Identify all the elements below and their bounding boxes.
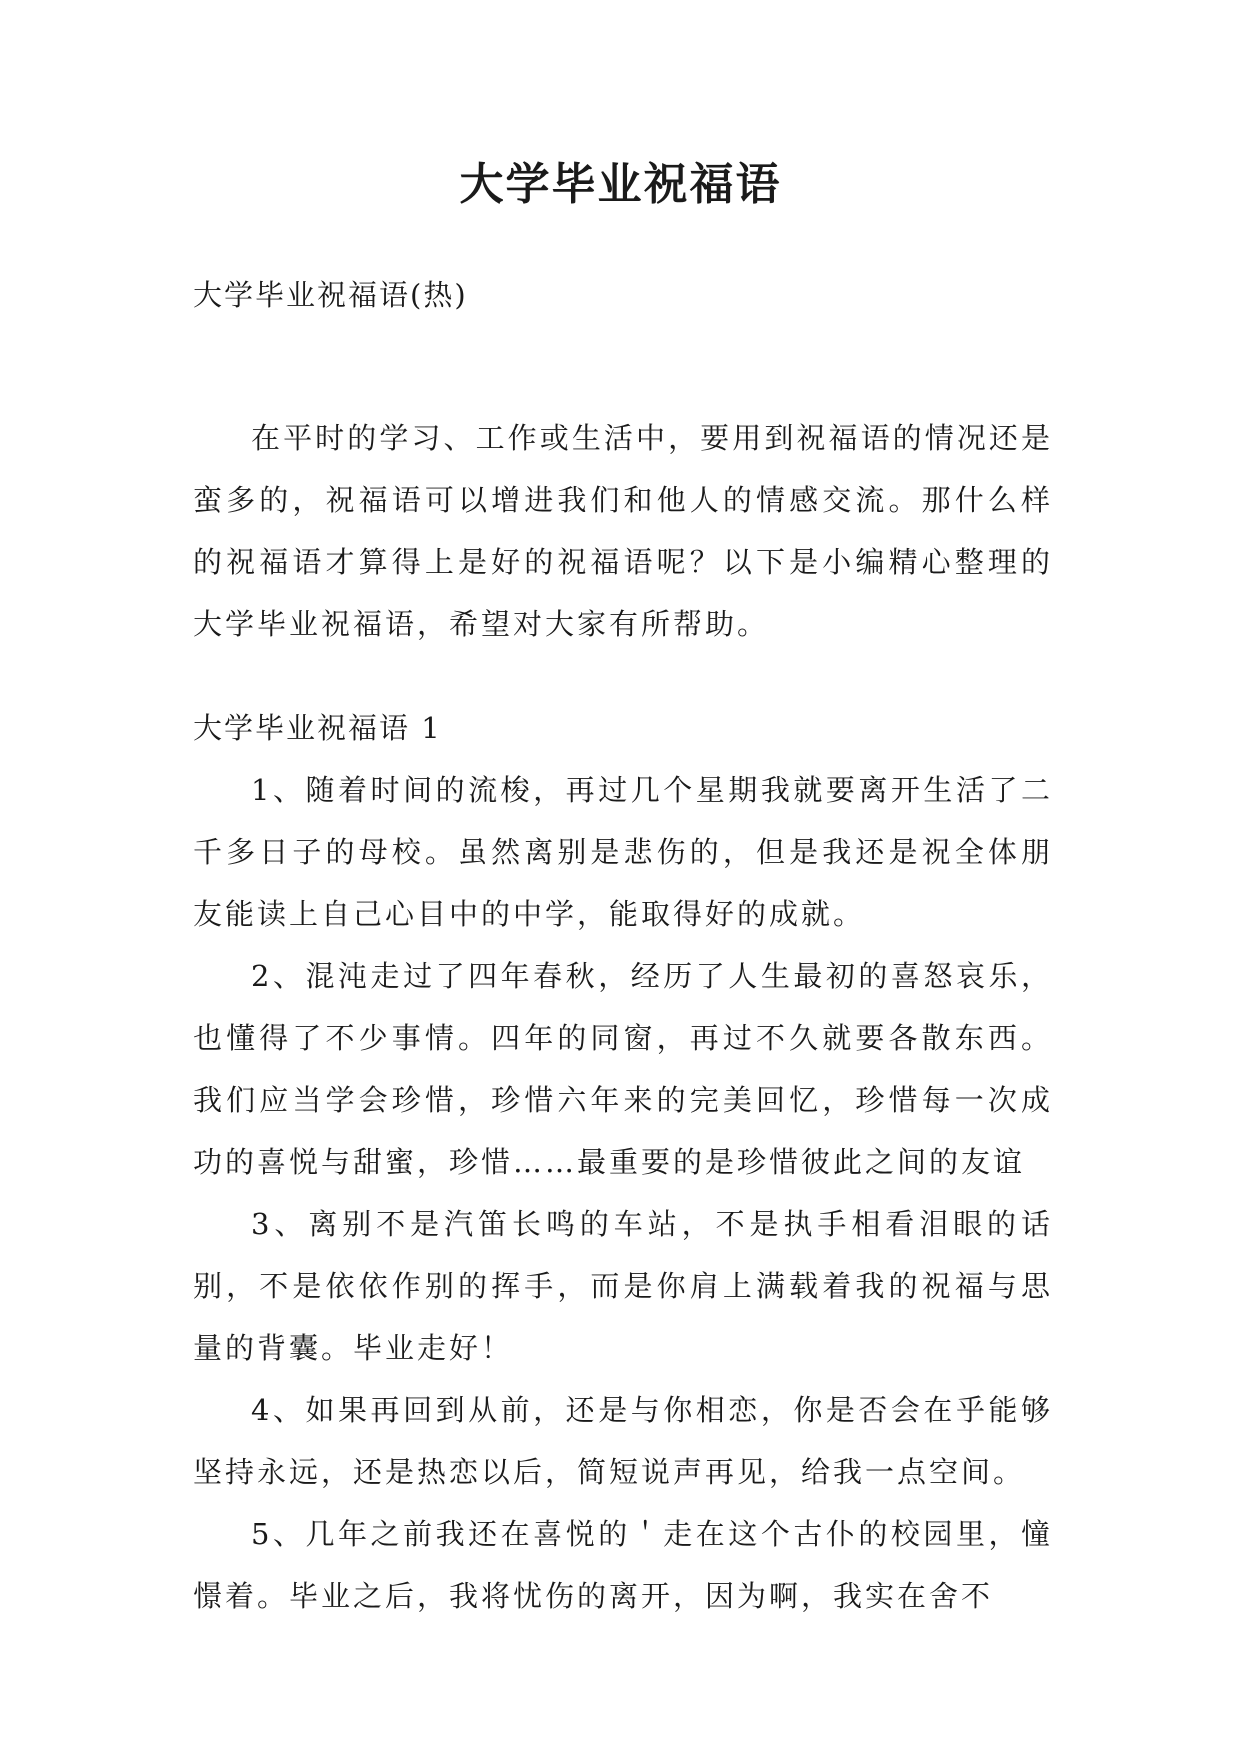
document-title: 大学毕业祝福语	[459, 159, 782, 210]
document-subtitle: 大学毕业祝福语(热)	[193, 278, 468, 312]
intro-block	[193, 407, 1053, 655]
list-item: 1、随着时间的流梭，再过几个星期我就要离开生活了二千多日子的母校。虽然离别是悲伤的，但是我还是祝全体朋友能读上自己心目中的中学，能取得好的成就。	[193, 773, 1053, 931]
list-item: 4、如果再回到从前，还是与你相恋，你是否会在乎能够坚持永远，还是热恋以后，简短说声再见，给我一点空间。	[193, 1393, 1053, 1489]
list-item: 5、几年之前我还在喜悦的＇走在这个古仆的校园里，憧憬着。毕业之后，我将忧伤的离开，因为啊，我实在舍不	[193, 1517, 1053, 1613]
section-block	[193, 697, 1053, 1627]
section-heading: 大学毕业祝福语 1	[193, 711, 442, 745]
list-item: 3、离别不是汽笛长鸣的车站，不是执手相看泪眼的话别，不是依依作别的挥手，而是你肩上满载着我的祝福与思量的背囊。毕业走好！	[193, 1207, 1053, 1365]
list-item: 2、混沌走过了四年春秋，经历了人生最初的喜怒哀乐，也懂得了不少事情。四年的同窗，再过不久就要各散东西。我们应当学会珍惜，珍惜六年来的完美回忆，珍惜每一次成功的喜悦与甜蜜，珍惜……最重要的是珍惜彼此之间的友谊	[193, 959, 1053, 1179]
intro-paragraph: 在平时的学习、工作或生活中，要用到祝福语的情况还是蛮多的，祝福语可以增进我们和他人的情感交流。那什么样的祝福语才算得上是好的祝福语呢？以下是小编精心整理的大学毕业祝福语，希望对大家有所帮助。	[193, 421, 1053, 641]
